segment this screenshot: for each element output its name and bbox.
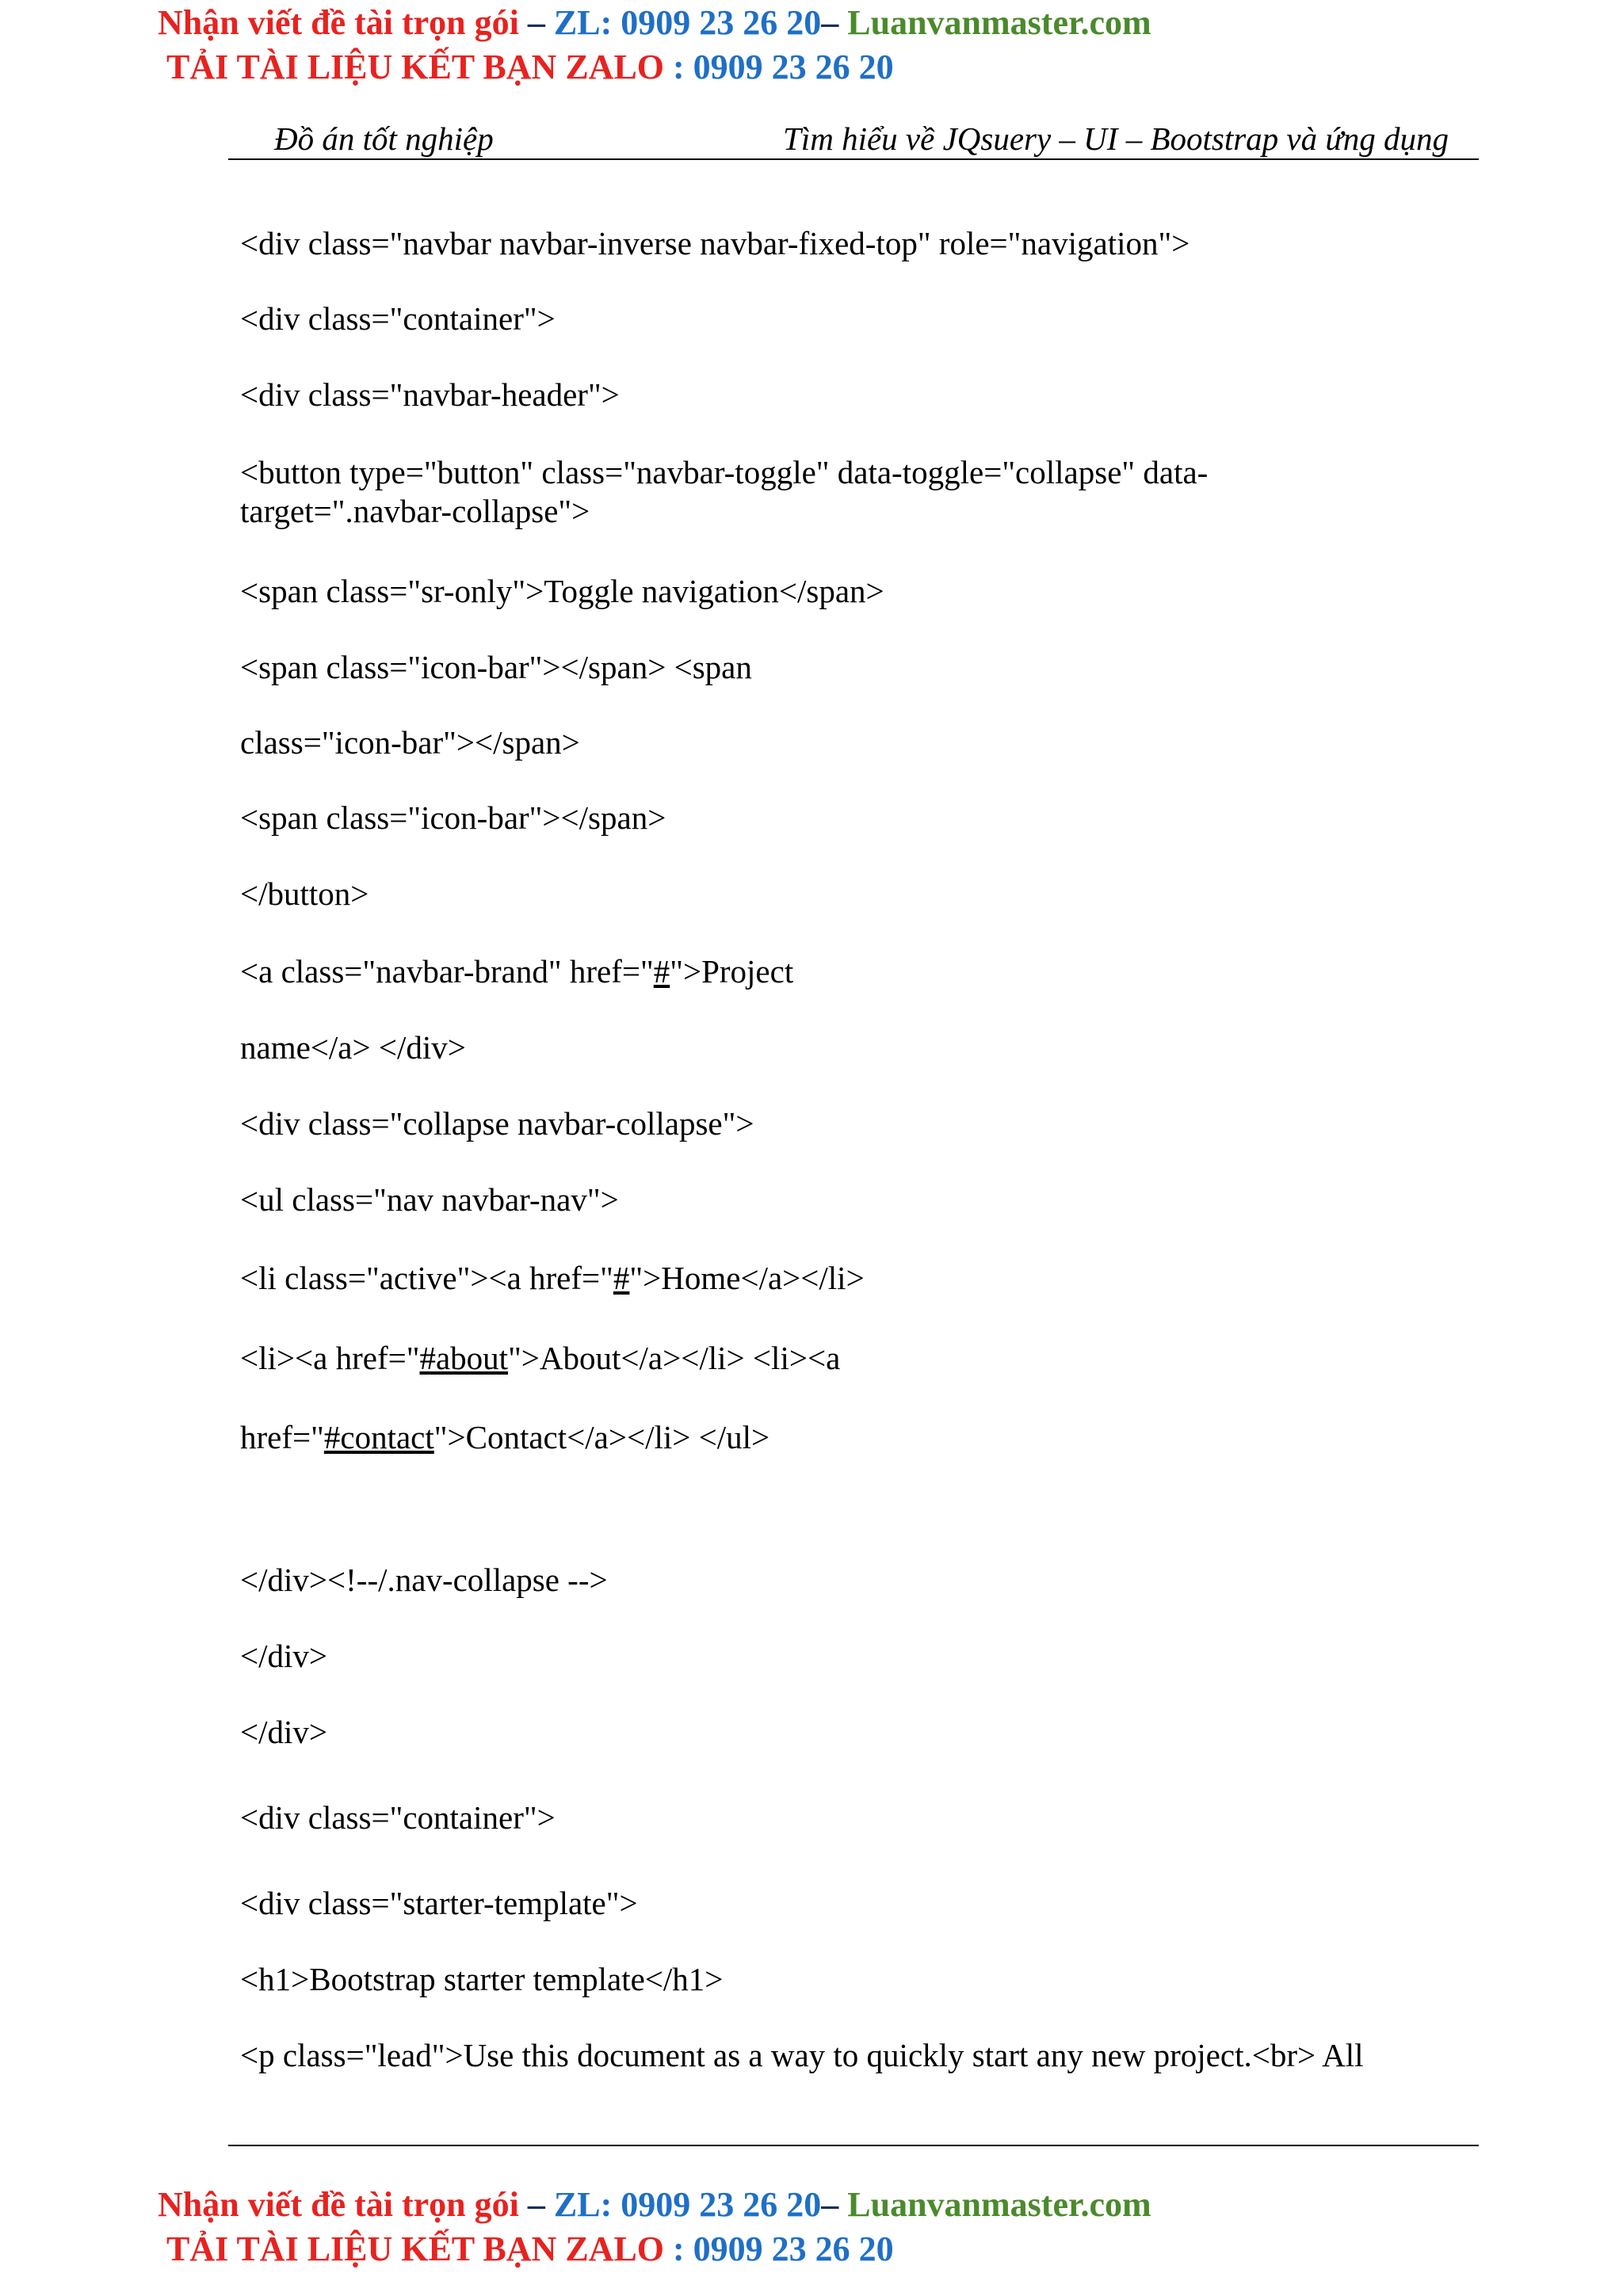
code-line: <button type="button" class="navbar-toggle" data-toggle="collapse" data-	[240, 454, 1209, 490]
running-header	[228, 119, 1479, 160]
code-link[interactable]: #	[653, 953, 670, 990]
code-line	[240, 1418, 769, 1457]
banner-zalo-phone: ZL: 0909 23 26 20	[553, 3, 822, 42]
code-text: href="	[240, 1419, 324, 1455]
code-text: <li class="active"><a href="	[240, 1260, 613, 1296]
code-line: </button>	[240, 875, 369, 912]
code-line: <h1>Bootstrap starter template</h1>	[240, 1961, 724, 1997]
footer-divider	[228, 2145, 1479, 2146]
banner-separator: –	[821, 2185, 848, 2224]
code-text: ">About</a></li> <li><a	[508, 1340, 841, 1376]
code-line	[240, 952, 793, 991]
code-text: ">Home</a></li>	[629, 1260, 865, 1296]
top-banner-line-1	[158, 2, 1151, 44]
banner-separator: –	[518, 2185, 554, 2224]
banner-website: Luanvanmaster.com	[847, 3, 1151, 42]
banner-website: Luanvanmaster.com	[847, 2185, 1151, 2224]
banner-phone: 0909 23 26 20	[693, 2229, 894, 2268]
code-line	[240, 1339, 840, 1378]
code-line: <ul class="nav navbar-nav">	[240, 1181, 619, 1218]
banner-service-text: Nhận viết đề tài trọn gói	[158, 2185, 519, 2224]
code-line: <div class="starter-template">	[240, 1885, 638, 1921]
code-line: <span class="icon-bar"></span>	[240, 799, 666, 836]
banner-download-text: TẢI TÀI LIỆU KẾT BẠN ZALO	[166, 2229, 665, 2268]
code-line: <span class="icon-bar"></span> <span	[240, 649, 752, 685]
header-left-title: Đồ án tốt nghiệp	[274, 120, 494, 157]
code-line: <div class="navbar navbar-inverse navbar-fixed-top" role="navigation">	[240, 225, 1190, 261]
banner-separator: –	[518, 3, 554, 42]
code-line: </div>	[240, 1714, 328, 1750]
banner-separator: :	[664, 2229, 693, 2268]
code-text: ">Project	[670, 953, 794, 990]
code-line: </div><!--/.nav-collapse -->	[240, 1562, 608, 1598]
code-line: <span class="sr-only">Toggle navigation</span>	[240, 573, 884, 609]
code-text: <a class="navbar-brand" href="	[240, 953, 654, 990]
code-text: <li><a href="	[240, 1340, 420, 1376]
code-link[interactable]: #contact	[323, 1419, 434, 1455]
top-banner-line-2	[166, 46, 894, 89]
banner-separator: –	[821, 3, 848, 42]
banner-phone: 0909 23 26 20	[693, 48, 894, 86]
code-line	[240, 1259, 865, 1298]
banner-service-text: Nhận viết đề tài trọn gói	[158, 3, 519, 42]
code-line: name</a> </div>	[240, 1029, 466, 1066]
bottom-banner-line-2	[166, 2228, 894, 2271]
code-line: <div class="container">	[240, 300, 556, 337]
code-text: ">Contact</a></li> </ul>	[433, 1419, 770, 1455]
code-line: <div class="container">	[240, 1799, 556, 1836]
code-line: <p class="lead">Use this document as a way to quickly start any new project.<br> All	[240, 2037, 1364, 2073]
code-link[interactable]: #about	[419, 1340, 509, 1376]
header-right-title: Tìm hiểu về JQsuery – UI – Bootstrap và ứng dụng	[783, 120, 1449, 157]
bottom-banner-line-1	[158, 2183, 1151, 2226]
code-link[interactable]: #	[613, 1260, 630, 1296]
code-line: <div class="navbar-header">	[240, 376, 620, 413]
banner-separator: :	[664, 48, 693, 86]
banner-zalo-phone: ZL: 0909 23 26 20	[553, 2185, 822, 2224]
banner-download-text: TẢI TÀI LIỆU KẾT BẠN ZALO	[166, 48, 665, 86]
code-line: </div>	[240, 1638, 328, 1674]
code-line: target=".navbar-collapse">	[240, 493, 590, 529]
code-line: <div class="collapse navbar-collapse">	[240, 1105, 754, 1142]
code-line: class="icon-bar"></span>	[240, 724, 580, 761]
